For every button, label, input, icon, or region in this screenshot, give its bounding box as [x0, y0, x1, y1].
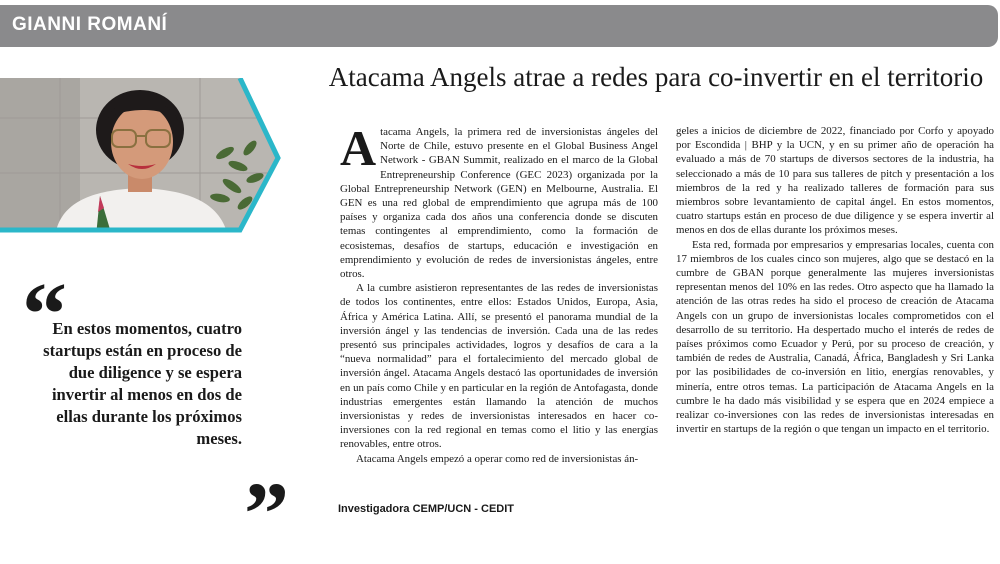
- author-bar: [0, 5, 998, 47]
- drop-cap: A: [340, 120, 377, 176]
- paragraph: geles a inicios de diciembre de 2022, financiado por Corfo y apoyado por Escondida | BHP y la UCN, y en su primer año de operación ha evaluado a más de 70 startups de diversos sectores de la industria, ha seleccionado a más de 10 para sus talleres de pitch y presentación a los miembros de la red y ha realizado talleres de formación para sus miembros sobre levantamiento de capital ángel. En estos momentos, cuatro startups están en proceso de due diligence y se espera invertir al menos en dos de ellas durante los próximos meses.: [676, 125, 994, 237]
- paragraph: A la cumbre asistieron representantes de las redes de inversionistas de todos los continentes, entre ellos: Estados Unidos, Europa, Asia, África y América Latina. Allí, se presentó el panorama mundial de la inversión ángel y las tendencias de inversión. Cada una de las redes presentó sus principales actividades, logros y desafíos de cara a la “nueva normalidad” para el fortalecimiento del mercado global de inversión ángel. Atacama Angels destacó las oportunidades de inversión en un país como Chile y en particular en la región de Antofagasta, donde industrias emergentes están llamando la atención de muchos inversionistas y redes de inversionistas interesados en hacer co-inversiones con la red regional en temas como el litio y las energías renovables, entre otros.: [340, 282, 658, 451]
- paragraph-text: tacama Angels, la primera red de inversionistas ángeles del Norte de Chile, estuvo presente en el Global Business Angel Network - GBAN Summit, realizado en el marco de la Global Entrepreneurship Conference (GEC 2023) organizada por la Global Entrepreneurship Network (GEN) en Melbourne, Australia. El GEN es una red global de emprendimiento que agrupa más de 100 países y organiza cada dos años una conferencia donde se discuten temas contingentes al emprendimiento, como la formación de ecosistemas, desafíos de startups, educación e investigación en emprendimiento y evolución de redes de inversionistas ángeles, entre otros.: [340, 126, 658, 281]
- quote-close-icon: ”: [244, 465, 289, 564]
- article-headline: Atacama Angels atrae a redes para co-invertir en el territorio: [328, 62, 984, 92]
- pull-quote: En estos momentos, cuatro startups están en proceso de due diligence y se espera invertir al menos en dos de ellas durante los próximos meses.: [43, 319, 242, 448]
- quote-open-icon: “: [22, 265, 67, 364]
- author-photo: [0, 78, 292, 236]
- paragraph: Atacama Angels empezó a operar como red de inversionistas án-: [356, 452, 639, 465]
- article-column-2: [676, 124, 994, 436]
- article-column-1: [340, 120, 658, 466]
- paragraph: [340, 120, 658, 281]
- byline: Investigadora CEMP/UCN - CEDIT: [338, 503, 515, 515]
- author-name: GIANNI ROMANÍ: [12, 14, 168, 35]
- paragraph: Esta red, formada por empresarios y empresarias locales, cuenta con 17 miembros de los cuales cinco son mujeres, algo que se destacó en la cumbre de GBAN porque generalmente las mujeres inversionistas representan menos del 10% en las redes. Otro aspecto que ha llamado la atención de las otras redes ha sido el proceso de creación de Atacama Angels con un grupo de inversionistas locales comprometidos con el desarrollo de su territorio. Ha despertado mucho el interés de redes de países próximos como Ecuador y Perú, por su proceso de creación, y también de redes de Australia, Canadá, África, Bangladesh y Sri Lanka por las posibilidades de co-inversión en litio, energías renovables, y minería, entre otros temas. La participación de Atacama Angels en la cumbre le ha dado más visibilidad y se espera que en 2024 empiece a realizar co-inversiones con las redes de inversionistas interesadas en invertir en startups de la región o que tengan un impacto en el territorio.: [676, 238, 994, 436]
